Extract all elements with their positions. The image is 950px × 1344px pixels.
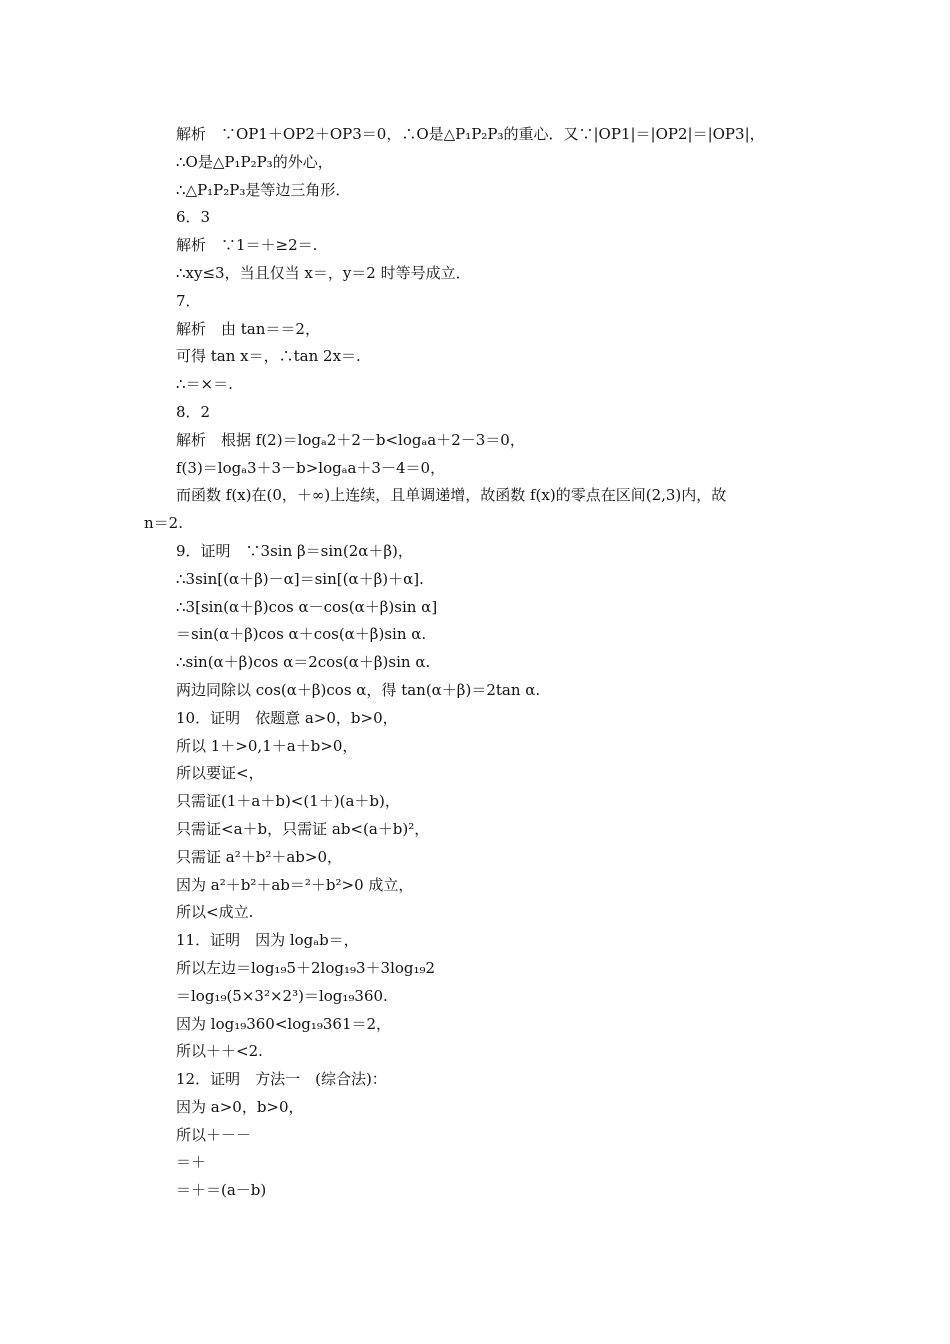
text-line: 所以 1＋>0,1＋a＋b>0， (176, 736, 358, 755)
text-line: 12．证明 方法一 (综合法)： (176, 1070, 387, 1089)
solution-text (144, 121, 816, 1205)
text-line: 可得 tan x＝，∴tan 2x＝. (176, 347, 361, 366)
text-line: 因为 a>0，b>0， (176, 1097, 304, 1116)
text-line: ∴sin(α＋β)cos α＝2cos(α＋β)sin α. (176, 653, 431, 672)
text-line: ∴＝×＝. (176, 375, 233, 394)
text-line: ∴3[sin(α＋β)cos α－cos(α＋β)sin α] (176, 597, 438, 616)
text-line: ∴△P₁P₂P₃是等边三角形． (176, 180, 351, 199)
text-line: 两边同除以 cos(α＋β)cos α，得 tan(α＋β)＝2tan α. (176, 680, 541, 699)
text-line: n＝2. (144, 514, 183, 533)
text-line: 6．3 (176, 208, 211, 227)
text-line: 所以＋－－ (176, 1125, 252, 1144)
text-line: 解析 ∵OP1＋OP2＋OP3＝0，∴O是△P₁P₂P₃的重心．又∵|OP1|＝|OP2|＝|OP3|， (176, 125, 765, 143)
text-line: ＝log₁₉(5×3²×2³)＝log₁₉360. (176, 986, 388, 1005)
text-line: 解析 ∵1＝＋≥2＝. (176, 236, 318, 255)
text-line: 8．2 (176, 402, 211, 421)
text-line: ＝＋＝(a－b) (176, 1181, 267, 1200)
text-line: 解析 由 tan＝＝2， (176, 319, 320, 338)
text-line: 只需证<a＋b，只需证 ab<(a＋b)²， (176, 819, 430, 838)
text-line: ＝＋ (176, 1153, 207, 1172)
text-line: 7． (176, 291, 201, 310)
text-line: 因为 a²＋b²＋ab＝²＋b²>0 成立， (176, 875, 414, 894)
text-line: f(3)＝logₐ3＋3－b>logₐa＋3－4＝0， (176, 458, 446, 477)
text-line: 所以＋＋<2. (176, 1042, 263, 1061)
text-line: 而函数 f(x)在(0，＋∞)上连续，且单调递增，故函数 f(x)的零点在区间(2,3)内，故 (176, 486, 727, 505)
text-line: ∴O是△P₁P₂P₃的外心， (176, 152, 333, 171)
text-line: ∴3sin[(α＋β)－α]＝sin[(α＋β)＋α]. (176, 569, 424, 588)
text-line: 解析 根据 f(2)＝logₐ2＋2－b<logₐa＋2－3＝0， (176, 430, 525, 449)
text-line: 只需证(1＋a＋b)<(1＋)(a＋b)， (176, 792, 400, 811)
text-line: 10．证明 依题意 a>0，b>0， (176, 708, 398, 727)
text-line: 11．证明 因为 logₐb＝， (176, 931, 359, 950)
text-line: 因为 log₁₉360<log₁₉361＝2， (176, 1014, 392, 1033)
text-line: 所以左边＝log₁₉5＋2log₁₉3＋3log₁₉2 (176, 958, 436, 977)
text-line: 所以要证<， (176, 764, 264, 783)
text-line: ＝sin(α＋β)cos α＋cos(α＋β)sin α. (176, 625, 427, 644)
text-line: 只需证 a²＋b²＋ab>0， (176, 847, 342, 866)
text-line: 9．证明 ∵3sin β＝sin(2α＋β)， (176, 541, 413, 560)
text-line: ∴xy≤3，当且仅当 x＝，y＝2 时等号成立． (176, 263, 471, 282)
text-line: 所以<成立. (176, 903, 254, 922)
